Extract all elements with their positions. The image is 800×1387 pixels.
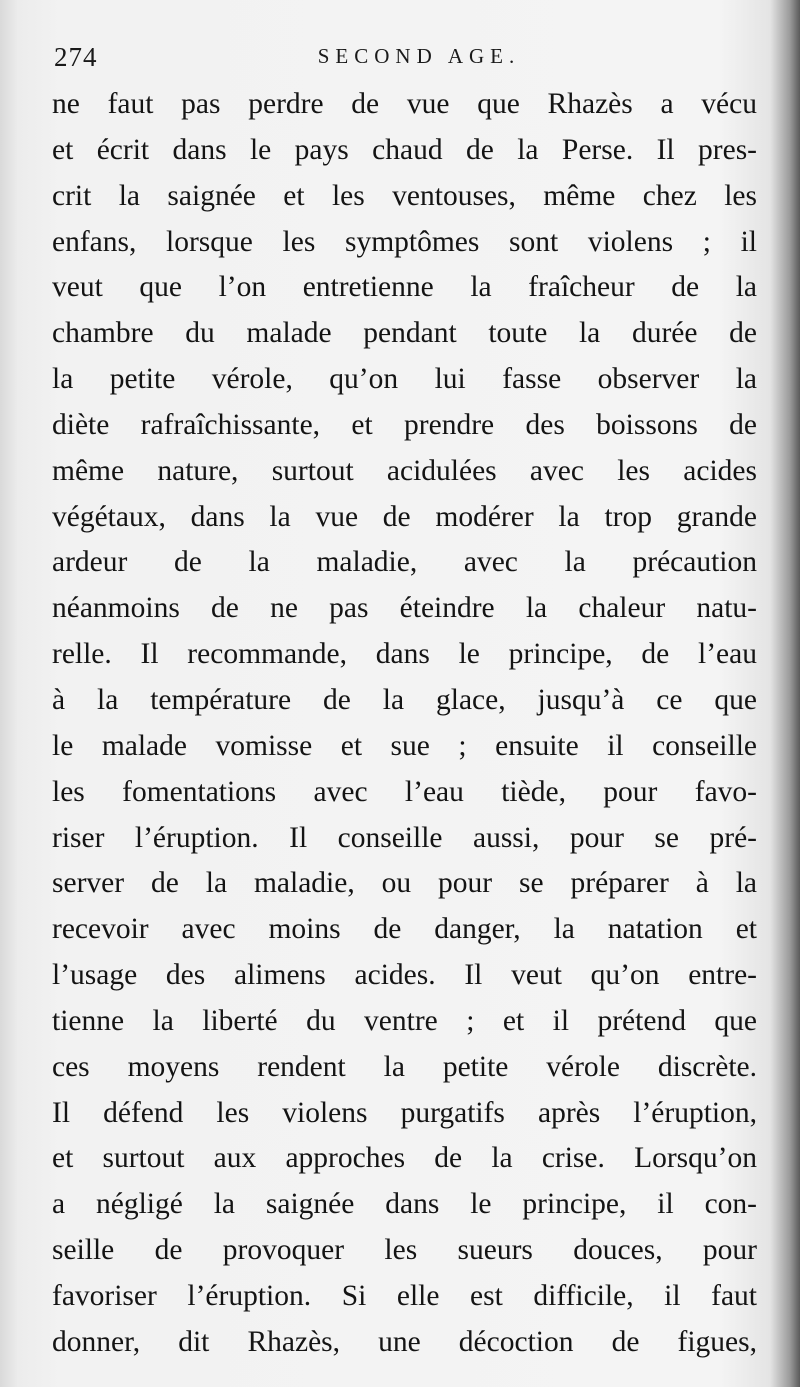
text-line-9: même nature, surtout acidulées avec les acides [52, 454, 757, 487]
text-line-18: server de la maladie, ou pour se préparer à la [52, 867, 757, 900]
page-number: 274 [54, 42, 98, 72]
running-head: SECOND AGE. [317, 44, 521, 68]
text-line-23: Il défend les violens purgatifs après l’éruption, [52, 1096, 757, 1129]
text-line-28: donner, dit Rhazès, une décoction de figues, [52, 1325, 757, 1358]
text-line-5: veut que l’on entretienne la fraîcheur de la [52, 271, 757, 304]
text-line-15: le malade vomisse et sue ; ensuite il conseille [52, 729, 757, 762]
text-line-22: ces moyens rendent la petite vérole discrète. [52, 1050, 757, 1083]
page-header [54, 38, 754, 78]
text-line-12: néanmoins de ne pas éteindre la chaleur natu- [52, 592, 757, 625]
text-line-20: l’usage des alimens acides. Il veut qu’on entre- [52, 959, 757, 992]
text-line-19: recevoir avec moins de danger, la natation et [52, 913, 757, 946]
text-line-11: ardeur de la maladie, avec la précaution [52, 546, 757, 579]
text-line-24: et surtout aux approches de la crise. Lorsqu’on [52, 1142, 757, 1175]
text-line-21: tienne la liberté du ventre ; et il prétend que [52, 1004, 757, 1037]
text-line-4: enfans, lorsque les symptômes sont violens ; il [52, 225, 757, 258]
text-line-25: a négligé la saignée dans le principe, il con- [52, 1188, 757, 1221]
text-line-2: et écrit dans le pays chaud de la Perse. Il pres- [52, 133, 757, 166]
text-line-14: à la température de la glace, jusqu’à ce que [52, 683, 757, 716]
text-line-16: les fomentations avec l’eau tiède, pour favo- [52, 775, 757, 808]
text-line-1: ne faut pas perdre de vue que Rhazès a vécu [52, 88, 757, 120]
text-line-6: chambre du malade pendant toute la durée de [52, 317, 757, 350]
text-line-3: crit la saignée et les ventouses, même chez les [52, 179, 757, 212]
text-line-7: la petite vérole, qu’on lui fasse observer la [52, 363, 757, 396]
text-line-13: relle. Il recommande, dans le principe, de l’eau [52, 638, 757, 671]
text-line-8: diète rafraîchissante, et prendre des boissons de [52, 408, 757, 441]
text-line-17: riser l’éruption. Il conseille aussi, pour se pré- [52, 821, 757, 854]
text-line-26: seille de provoquer les sueurs douces, pour [52, 1234, 757, 1267]
text-line-27: favoriser l’éruption. Si elle est difficile, il faut [52, 1279, 757, 1312]
text-line-10: végétaux, dans la vue de modérer la trop grande [52, 500, 757, 533]
body-text [52, 82, 757, 1366]
